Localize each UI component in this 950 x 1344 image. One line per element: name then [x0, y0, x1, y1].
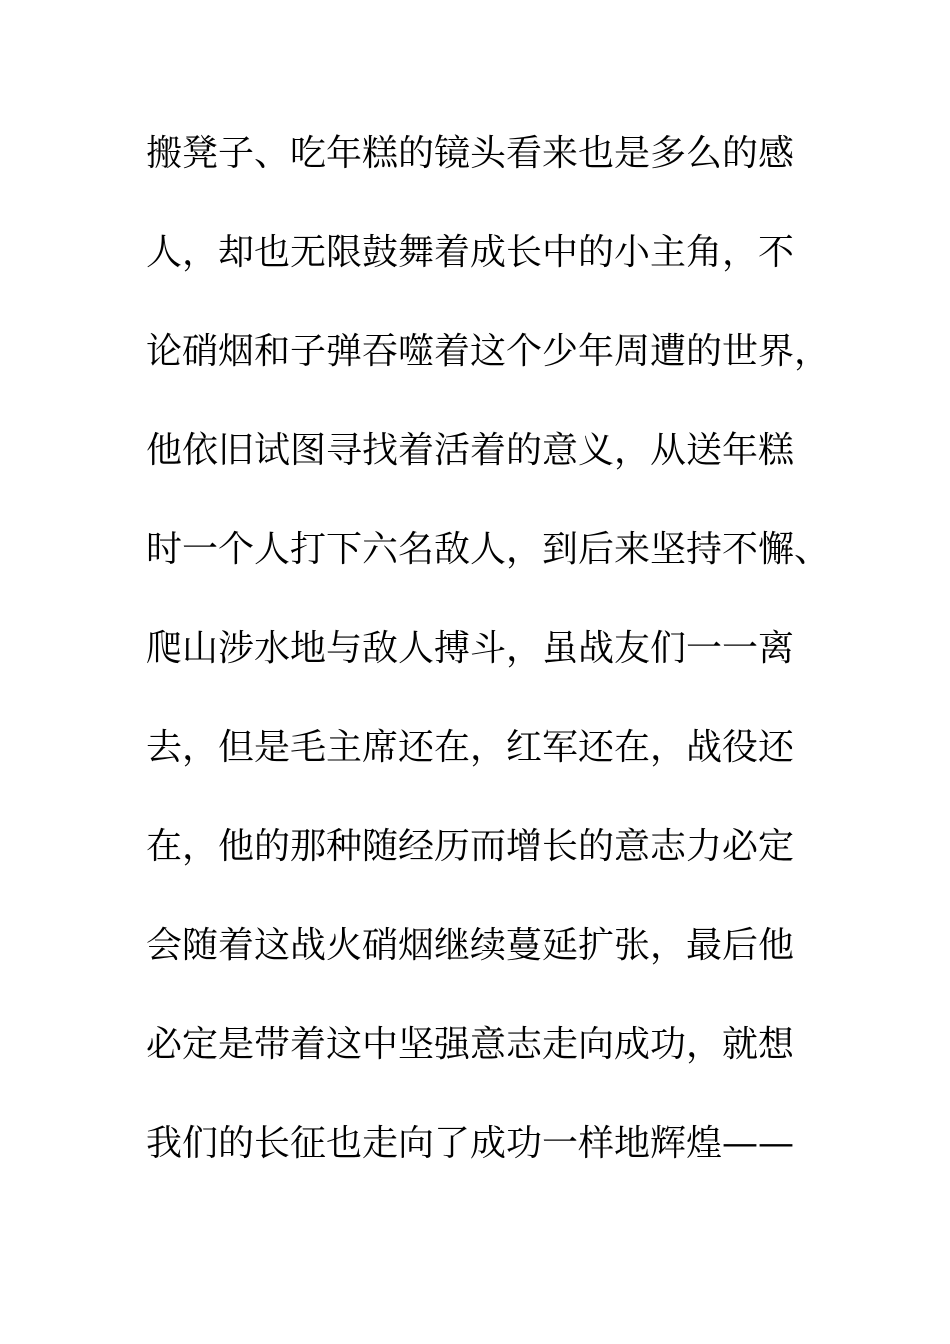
text-line-5: 时一个人打下六名敌人，到后来坚持不懈、: [146, 529, 831, 570]
text-line-3: 论硝烟和子弹吞噬着这个少年周遭的世界，: [146, 331, 831, 372]
text-line-7: 去，但是毛主席还在，红军还在，战役还: [146, 727, 795, 768]
text-line-11: 我们的长征也走向了成功一样地辉煌——: [146, 1123, 795, 1164]
text-line-2: 人，却也无限鼓舞着成长中的小主角，不: [146, 232, 795, 273]
text-line-9: 会随着这战火硝烟继续蔓延扩张，最后他: [146, 925, 795, 966]
text-line-6: 爬山涉水地与敌人搏斗，虽战友们一一离: [146, 628, 795, 669]
text-line-10: 必定是带着这中坚强意志走向成功，就想: [146, 1024, 795, 1065]
text-line-4: 他依旧试图寻找着活着的意义，从送年糕: [146, 430, 795, 471]
text-line-1: 搬凳子、吃年糕的镜头看来也是多么的感: [146, 133, 795, 174]
text-line-8: 在，他的那种随经历而增长的意志力必定: [146, 826, 795, 867]
body-text: [146, 128, 866, 1217]
